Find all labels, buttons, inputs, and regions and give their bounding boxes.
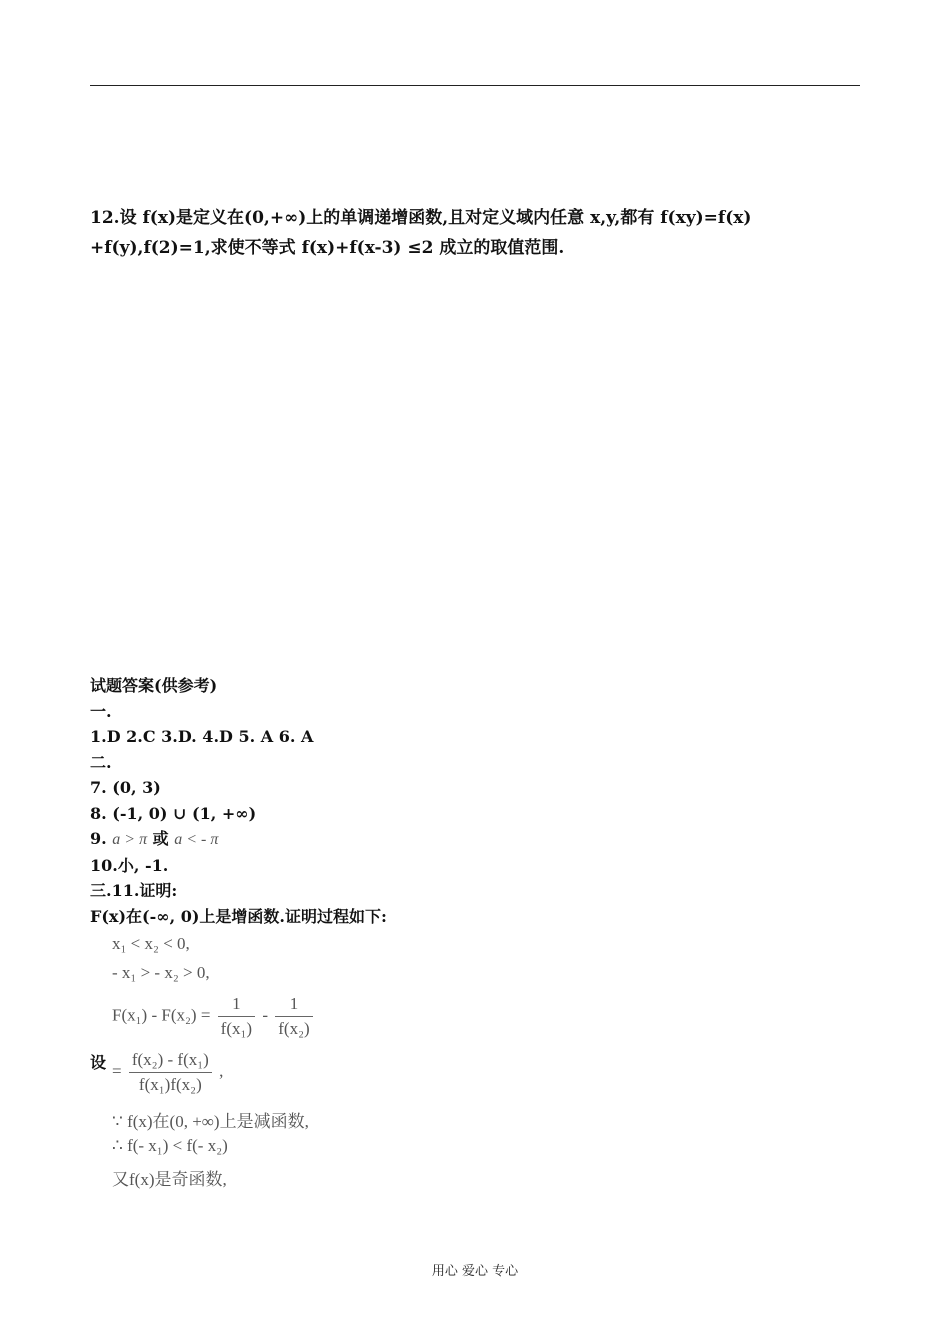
proof-claim: F(x)在(-∞, 0)上是增函数.证明过程如下: <box>90 906 387 926</box>
fraction-1: $\frac{1}{\text{f(x₁)}}$ <box>218 994 255 1039</box>
header-rule <box>90 85 860 86</box>
question-12 <box>90 203 865 263</box>
proof-line-4: = $\frac{\text{f(x₂) - f(x₁)}}{\text{f(x₁)f(x₂)}}$ , <box>112 1050 224 1094</box>
section-2-label: 二. <box>90 752 112 772</box>
proof-she-label: 设 <box>90 1053 107 1072</box>
answer-key <box>90 673 387 929</box>
proof-line-6: ∴ f(- x₁) < f(- x₂) <box>112 1136 228 1155</box>
fraction-3: $\frac{\text{f(x₂) - f(x₁)}}{\text{f(x₁)f(x₂)}}$ <box>129 1050 212 1095</box>
proof-line-1: x₁ < x₂ < 0, <box>112 934 190 953</box>
question-12-line2: +f(y),f(2)=1,求使不等式 f(x)+f(x-3) ≤2 成立的取值范围. <box>90 238 565 258</box>
answer-7: 7. (0, 3) <box>90 778 161 797</box>
answers-1-6: 1.D 2.C 3.D. 4.D 5. A 6. A <box>90 727 314 746</box>
section-3-label: 三.11.证明: <box>90 881 178 900</box>
proof-line-7: 又f(x)是奇函数, <box>112 1170 227 1189</box>
proof-line-5: ∵ f(x)在(0, +∞)上是减函数, <box>112 1112 309 1131</box>
page-footer: 用心 爱心 专心 <box>431 1264 519 1279</box>
answer-10: 10.小, -1. <box>90 855 169 875</box>
question-12-line1: 12.设 f(x)是定义在(0,+∞)上的单调递增函数,且对定义域内任意 x,y,都有 f(xy)=f(x) <box>90 208 752 228</box>
answer-heading: 试题答案(供参考) <box>90 676 218 695</box>
answer-9: 9. a > π 或 a < - π <box>90 829 219 848</box>
answer-8: 8. (-1, 0) ∪ (1, +∞) <box>90 803 257 823</box>
section-1-label: 一. <box>90 701 112 721</box>
proof-line-2: - x₁ > - x₂ > 0, <box>112 963 210 982</box>
proof-line-3: F(x₁) - F(x₂) = $\frac{1}{\text{f(x₁)}}$ - $\frac{1}{\text{f(x₂)}}$ <box>112 994 316 1039</box>
fraction-2: $\frac{1}{\text{f(x₂)}}$ <box>275 994 312 1039</box>
